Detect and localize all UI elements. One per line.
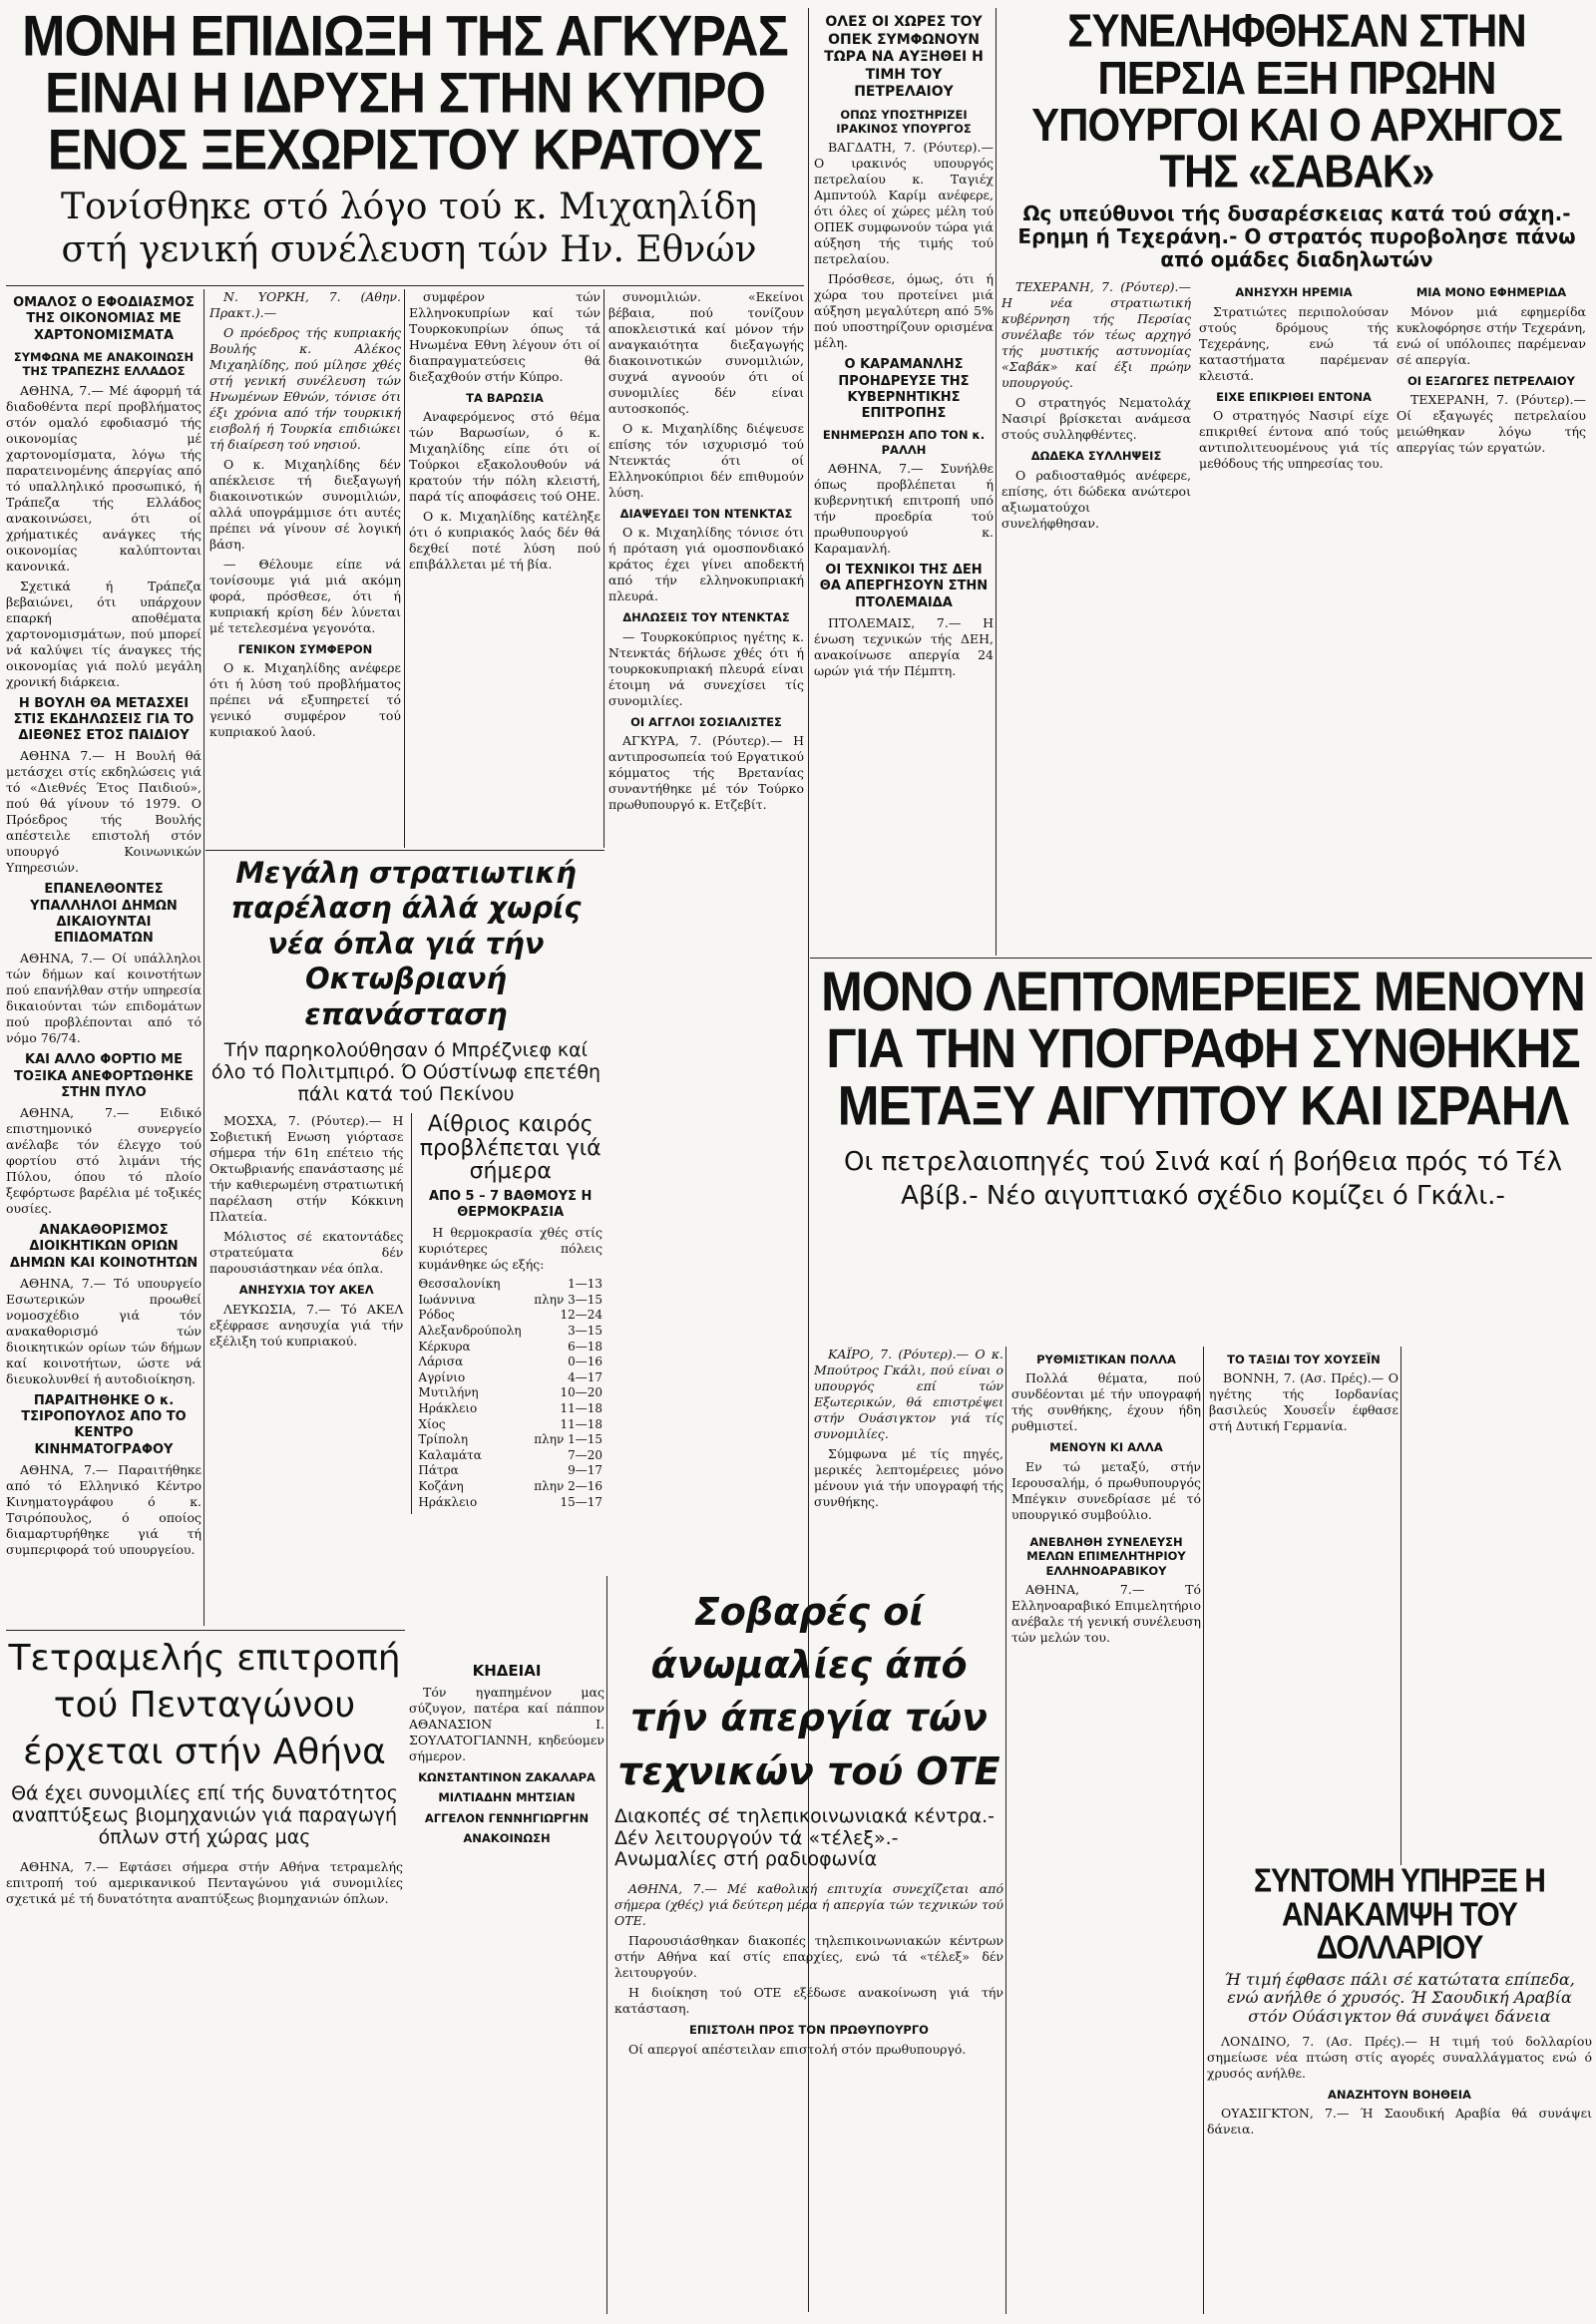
weather-row — [418, 1401, 602, 1417]
rule-egypt-top — [810, 958, 1592, 959]
col1-para-2: Σχετικά ή Τράπεζα βεβαιώνει, ότι υπάρχουν επαρκή αποθέματα χαρτονομισμάτων, πού μπορεί νά καλύψει τίς άναγκες τής οικονομίας γιά πολύ μεγάλη χρονική διάρκεια. — [6, 578, 201, 689]
kideia-heading: ΚΗΔΕΙΑΙ — [472, 1662, 542, 1680]
dollar-heading-1: ΑΝΑΖΗΤΟΥΝ ΒΟΗΘΕΙΑ — [1328, 2087, 1471, 2102]
weather-city: Καλαμάτα — [418, 1447, 482, 1462]
persia-col-2 — [1199, 279, 1389, 535]
col4-para-5: ΑΓΚΥΡΑ, 7. (Ρόυτερ).— Η αντιπροσωπεία τού Εργατικού κόμματος τής Βρετανίας συναντήθηκε μέ τόν Τούρκο πρωθυπουργό κ. Ετζεβίτ. — [608, 733, 804, 813]
egypt-para-6: ΑΘΗΝΑ, 7.— Τό Ελληνοαραβικό Επιμελητήριο ανέβαλε τή γενική συνέλευση τών μελών του. — [1011, 1581, 1201, 1645]
ote-para-3: Οί απεργοί απέστειλαν επιστολή στόν πρωθυπουργό. — [628, 2041, 967, 2057]
persia-block — [1001, 8, 1592, 956]
col1-heading-3: ΕΠΑΝΕΛΘΟΝΤΕΣ ΥΠΑΛΛΗΛΟΙ ΔΗΜΩΝ ΔΙΚΑΙΟΥΝΤΑΙ ΕΠΙΔΟΜΑΤΩΝ — [30, 882, 178, 946]
egypt-col-3 — [1209, 1347, 1398, 1865]
egypt-para-3: Πολλά θέματα, πού συνδέονται μέ τήν υπογραφή τής συνθήκης, έχουν ήδη ρυθμιστεί. — [1011, 1370, 1201, 1434]
persia-para-4: Στρατιώτες περιπολούσαν στούς δρόμους τής Τεχεράνης, ενώ τά καταστήματα παρέμεναν κλειστά. — [1199, 303, 1389, 383]
ote-heading-1: ΕΠΙΣΤΟΛΗ ΠΡΟΣ ΤΟΝ ΠΡΩΘΥΠΟΥΡΓΟ — [689, 2023, 929, 2038]
opec-heading-1b: ΕΝΗΜΕΡΩΣΗ ΑΠΟ ΤΟΝ κ. ΡΑΛΛΗ — [822, 428, 986, 457]
kideia-name-1: ΚΩΝΣΤΑΝΤΙΝΟΝ ΖΑΚΑΛΑΡΑ — [418, 1769, 596, 1784]
parade-para-1: ΜΟΣΧΑ, 7. (Ρόυτερ).— Η Σοβιετική Ενωση γιόρτασε σήμερα τήν 61η επέτειο τής Οκτωβριανής επανάστασης μέ τήν καθιερωμένη στρατιωτική παρέλαση στήν Κόκκινη Πλατεία. — [209, 1113, 404, 1225]
weather-row — [418, 1417, 602, 1433]
persia-col-3 — [1396, 279, 1586, 535]
weather-city: Τρίπολη — [418, 1432, 469, 1447]
weather-title: Αίθριος καιρός προβλέπεται γιά σήμερα — [419, 1112, 601, 1184]
persia-para-6: Μόνον μιά εφημερίδα κυκλοφόρησε στήν Τεχεράνη, ενώ οί υπόλοιπες παρέμεναν σέ απεργία. — [1396, 303, 1586, 367]
col2-para-4: Ο κ. Μιχαηλίδης ανέφερε ότι ή λύση τού προβλήματος πρέπει νά εξυπηρετεί τό γενικό συμφέρον τού κυπριακού λαού. — [209, 660, 401, 740]
dollar-para-2: ΟΥΑΣΙΓΚΤΟΝ, 7.— Ή Σαουδική Αραβία θά συνάψει δάνεια. — [1207, 2106, 1592, 2137]
col2-heading-1: ΓΕΝΙΚΟΝ ΣΥΜΦΕΡΟΝ — [237, 642, 373, 656]
col4-heading-1: ΔΙΑΨΕΥΔΕΙ ΤΟΝ ΝΤΕΝΚΤΑΣ — [619, 507, 793, 521]
egypt-col-1 — [814, 1347, 1003, 1576]
persia-col-1 — [1001, 279, 1191, 535]
ote-lead: ΑΘΗΝΑ, 7.— Μέ καθολική επιτυχία συνεχίζεται από σήμερα (χθές) γιά δεύτερη μέρα ή απεργία τών τεχνικών τού ΟΤΕ. — [614, 1881, 1003, 1929]
rule-ankara-bottom — [6, 285, 804, 286]
weather-box — [411, 1113, 602, 1514]
ankara-subheadline: Τονίσθηκε στό λόγο τού κ. Μιχαηλίδη στή γενική συνέλευση τών Ην. Εθνών — [61, 187, 757, 271]
ote-subheadline: Διακοπές σέ τηλεπικοινωνιακά κέντρα.-Δέν λειτουργούν τά «τέλεξ».- Ανωμαλίες στή ραδιοφωνία — [614, 1804, 995, 1871]
weather-row — [418, 1277, 602, 1293]
egypt-heading-3: ΜΕΝΟΥΝ ΚΙ ΑΛΛΑ — [1049, 1440, 1163, 1455]
dollar-subheadline: Ή τιμή έφθασε πάλι σέ κατώτατα επίπεδα, ενώ ανήλθε ό χρυσός. Ή Σαουδική Αραβία στόν Ούάσιγκτον θά συνάψει δάνεια — [1224, 1969, 1575, 2026]
weather-table — [418, 1277, 602, 1510]
pentagon-block — [6, 1636, 403, 2314]
col1-para-1: ΑΘΗΝΑ, 7.— Μέ άφορμή τά διαδοθέντα περί προβλήματος στόν ομαλό εφοδιασμό τής οικονομίας μέ χαρτονομίσματα, λόγω τής παρατεινομένης άπεργίας από τό υπαλληλικό προσωπικό, ή Τράπεζα τής Ελλάδος ανακοινώσει, ότι οί χρήματικές ανάγκες τής οικονομίας καλύπτονται κανονικά. — [6, 382, 201, 574]
kideia-name-2: ΜΙΛΤΙΑΔΗΝ ΜΗΤΣΙΑΝ — [438, 1790, 576, 1805]
weather-range: 11—18 — [560, 1400, 602, 1415]
weather-row — [418, 1340, 602, 1356]
rule-col2 — [404, 289, 405, 848]
column-1 — [6, 289, 201, 1626]
parade-subheadline: Τήν παρηκολούθησαν ό Μπρέζνιεφ καί όλο τό Πολιτμπιρό. Ό Ούστίνωφ επετέθη πάλι κατά τού Πεκίνου — [210, 1038, 601, 1105]
persia-para-3: Ο ραδιοσταθμός ανέφερε, επίσης, ότι δώδεκα ανώτεροι αξιωματούχοι συνελήφθησαν. — [1001, 467, 1191, 531]
col1-heading-1b: ΣΥΜΦΩΝΑ ΜΕ ΑΝΑΚΟΙΝΩΣΗ ΤΗΣ ΤΡΑΠΕΖΗΣ ΕΛΛΑΔΟΣ — [13, 349, 195, 379]
column-4 — [608, 289, 804, 1576]
egypt-heading-4: ΑΝΕΒΛΗΘΗ ΣΥΝΕΛΕΥΣΗ ΜΕΛΩΝ ΕΠΙΜΕΛΗΤΗΡΙΟΥ ΕΛΛΗΝΟΑΡΑΒΙΚΟΥ — [1026, 1534, 1186, 1578]
ote-headline: Σοβαρές οί άνωμαλίες άπό τήν άπεργία τών τεχνικών τού ΟΤΕ — [617, 1590, 1000, 1793]
pentagon-subheadline: Θά έχει συνομιλίες επί τής δυνατότητος αναπτύξεως βιομηχανιών γιά παραγωγή όπλων στή χώρας μας — [11, 1782, 398, 1849]
rule-pentagon-top — [6, 1630, 405, 1631]
rule-egypt-3 — [1400, 1347, 1401, 1865]
rule-egypt-2 — [1203, 1347, 1204, 2314]
col1-para-7: ΑΘΗΝΑ, 7.— Παραιτήθηκε από τό Ελληνικό Κέντρο Κινηματογράφου ό κ. Τσιρόπουλος, ό οποίος διαμαρτυρήθηκε γιά τή συμπεριφορά τού υπουργείου. — [6, 1461, 201, 1557]
weather-range: 15—17 — [560, 1494, 602, 1509]
egypt-headline: ΜΟΝΟ ΛΕΠΤΟΜΕΡΕΙΕΣ ΜΕΝΟΥΝ ΓΙΑ ΤΗΝ ΥΠΟΓΡΑΦΗ ΣΥΝΘΗΚΗΣ ΜΕΤΑΞΥ ΑΙΓΥΠΤΟΥ ΚΑΙ ΙΣΡΑΗΛ — [821, 964, 1585, 1137]
weather-city: Χίος — [418, 1416, 446, 1431]
col4-heading-2: ΔΗΛΩΣΕΙΣ ΤΟΥ ΝΤΕΝΚΤΑΣ — [622, 610, 790, 625]
weather-row — [418, 1448, 602, 1464]
weather-row — [418, 1370, 602, 1386]
col1-heading-6: ΠΑΡΑΙΤΗΘΗΚΕ Ο κ. ΤΣΙΡΟΠΟΥΛΟΣ ΑΠΟ ΤΟ ΚΕΝΤΡΟ ΚΙΝΗΜΑΤΟΓΡΑΦΟΥ — [21, 1392, 187, 1457]
col3-para-3: Ο κ. Μιχαηλίδης κατέληξε ότι ό κυπριακός λαός δέν θά δεχθεί ποτέ λύση πού επιβάλλεται μέ τή βία. — [409, 509, 600, 573]
ote-block — [614, 1586, 1003, 2314]
opec-para-1: ΒΑΓΔΑΤΗ, 7. (Ρόυτερ).— Ο ιρακινός υπουργός πετρελαίου κ. Ταγιέχ Αμπντούλ Καρίμ ανέφερε, ότι όλες οί χώρες μέλη τού ΟΠΕΚ συμφωνούν τώρα γιά αύξηση τής τιμής τού πετρελαίου. — [814, 140, 994, 267]
rule-parade-top — [205, 850, 604, 851]
col4-heading-3: ΟΙ ΑΓΓΛΟΙ ΣΟΣΙΑΛΙΣΤΕΣ — [630, 714, 782, 729]
column-3 — [409, 289, 600, 848]
weather-row — [418, 1463, 602, 1479]
opec-para-2: Πρόσθεσε, όμως, ότι ή χώρα του προτείνει μιά αύξηση μεγαλύτερη από 5% πού υποστηρίζουν ορισμένα μέλη. — [814, 271, 994, 351]
persia-para-2: Ο στρατηγός Νεματολάχ Νασιρί βρίσκεται ανάμεσα στούς συλληφθέντες. — [1001, 395, 1191, 443]
col1-heading-4: ΚΑΙ ΑΛΛΟ ΦΟΡΤΙΟ ΜΕ ΤΟΞΙΚΑ ΑΝΕΦΟΡΤΩΘΗΚΕ ΣΤΗΝ ΠΥΛΟ — [14, 1052, 194, 1100]
weather-row — [418, 1355, 602, 1370]
dollar-block — [1207, 1865, 1592, 2314]
col4-para-3: Ο κ. Μιχαηλίδης τόνισε ότι ή πρόταση γιά ομοσπονδιακό κράτος έχει γίνει αποδεκτή από τήν ελληνοκυπριακή πλευρά. — [608, 525, 804, 604]
rule-egypt-1 — [1005, 1347, 1006, 2314]
weather-city: Ρόδος — [418, 1308, 455, 1323]
weather-city: Μυτιλήνη — [418, 1385, 479, 1400]
ote-para-2: Η διοίκηση τού ΟΤΕ εξέδωσε ανακοίνωση γιά τήν κατάσταση. — [614, 1985, 1003, 2017]
opec-headline: ΟΛΕΣ ΟΙ ΧΩΡΕΣ ΤΟΥ ΟΠΕΚ ΣΥΜΦΩΝΟΥΝ ΤΩΡΑ ΝΑ ΑΥΞΗΘΕΙ Η ΤΙΜΗ ΤΟΥ ΠΕΤΡΕΛΑΙΟΥ — [824, 14, 984, 100]
col1-para-4: ΑΘΗΝΑ, 7.— Οί υπάλληλοι τών δήμων καί κοινοτήτων πού επανήλθαν στήν υπηρεσία δικαιούνται τών επιδομάτων πού προβλέπονται από τό νόμο 76/74. — [6, 951, 201, 1046]
weather-range: πλην 2—16 — [534, 1478, 602, 1493]
col4-para-2: Ο κ. Μιχαηλίδης διέψευσε επίσης τόν ισχυρισμό τού Ντενκτάς ότι οί Ελληνοκύπριοι δέν επιθυμούν λύση. — [608, 421, 804, 500]
persia-para-7: ΤΕΧΕΡΑΝΗ, 7. (Ρόυτερ).— Οί εξαγωγές πετρελαίου μειώθηκαν λόγω τής απεργίας τών εργατών. — [1396, 392, 1586, 456]
pentagon-headline: Τετραμελής επιτροπή τού Πενταγώνου έρχεται στήν Αθήνα — [8, 1638, 401, 1772]
dollar-headline: ΣΥΝΤΟΜΗ ΥΠΗΡΞΕ Η ΑΝΑΚΑΜΨΗ ΤΟΥ ΔΟΛΛΑΡΙΟΥ — [1254, 1865, 1545, 1967]
weather-intro: Η θερμοκρασία χθές στίς κυριότερες πόλεις κυμάνθηκε ώς εξής: — [418, 1225, 602, 1273]
weather-sub: ΑΠΟ 5 – 7 ΒΑΘΜΟΥΣ Η ΘΕΡΜΟΚΡΑΣΙΑ — [429, 1188, 593, 1220]
weather-row — [418, 1432, 602, 1448]
weather-range: 7—20 — [568, 1447, 602, 1462]
dollar-para-1: ΛΟΝΔΙΝΟ, 7. (Ασ. Πρές).— Η τιμή τού δολλαρίου σημείωσε νέα πτώση στίς αγορές συναλλάγματος ενώ ό χρυσός ανήλθε. — [1207, 2033, 1592, 2081]
persia-para-5: Ο στρατηγός Νασιρί είχε επικριθεί έντονα από τούς αντιπολιτευομένους γιά τίς μεθόδους τής υπηρεσίας του. — [1199, 408, 1389, 472]
weather-range: πλην 3—15 — [534, 1292, 602, 1307]
pentagon-para-1: ΑΘΗΝΑ, 7.— Εφτάσει σήμερα στήν Αθήνα τετραμελής επιτροπή τού αμερικανικού Πενταγώνου γιά συνομιλίες σχετικά μέ τή δυνατότητα αναπτύξεως βιομηχανιών όπλων. — [6, 1858, 403, 1906]
kideia-block — [409, 1656, 604, 2314]
weather-range: 1—13 — [568, 1277, 602, 1292]
ankara-subheadline-block — [40, 186, 778, 285]
weather-range: 0—16 — [568, 1355, 602, 1369]
egypt-para-4: ΒΟΝΝΗ, 7. (Ασ. Πρές).— Ο ηγέτης τής Ιορδανίας βασιλεύς Χουσεΐν έφθασε στή Δυτική Γερμανία. — [1209, 1370, 1398, 1434]
weather-range: 10—20 — [560, 1385, 602, 1400]
col1-para-5: ΑΘΗΝΑ, 7.— Ειδικό επιστημονικό συνεργείο ανέλαβε τόν έλεγχο τού φορτίου στό λιμάνι τής Πύλου, όπου τό πλοίο ξεφόρτωσε βαρέλια μέ τοξικές ουσίες. — [6, 1105, 201, 1216]
col2-para-3: — Θέλουμε είπε νά τονίσουμε γιά μιά ακόμη φορά, πρόσθεσε, ότι ή κυπριακή κρίση δέν λύνεται μέ τετελεσμένα γεγονότα. — [209, 557, 401, 635]
weather-city: Αγρίνιο — [418, 1369, 466, 1384]
egypt-block — [814, 964, 1592, 1343]
weather-row — [418, 1324, 602, 1340]
parade-text-col — [209, 1113, 403, 1514]
col3-para-1: συμφέρον τών Ελληνοκυπρίων καί τών Τουρκοκυπρίων όπως τά Ηνωμένα Εθνη λέγουν ότι οί διαπραγματεύσεις θά διεξαχθούν στήν Κύπρο. — [409, 289, 600, 384]
col1-heading-5: ΑΝΑΚΑΘΟΡΙΣΜΟΣ ΔΙΟΙΚΗΤΙΚΩΝ ΟΡΙΩΝ ΔΗΜΩΝ ΚΑΙ ΚΟΙΝΟΤΗΤΩΝ — [9, 1223, 199, 1271]
rule-col1 — [203, 289, 204, 1626]
persia-heading-3: ΕΙΧΕ ΕΠΙΚΡΙΘΕΙ ΕΝΤΟΝΑ — [1216, 389, 1372, 404]
egypt-col-2 — [1011, 1347, 1201, 2314]
weather-range: 12—24 — [560, 1308, 602, 1323]
col4-para-4: — Τουρκοκύπριος ηγέτης κ. Ντενκτάς δήλωσε χθές ότι ή τουρκοκυπριακή πλευρά είναι έτοιμη νά συνεχίσει τίς συνομιλίες. — [608, 628, 804, 708]
parade-block — [209, 856, 602, 1654]
opec-subheadline: ΟΠΩΣ ΥΠΟΣΤΗΡΙΖΕΙ ΙΡΑΚΙΝΟΣ ΥΠΟΥΡΓΟΣ — [836, 107, 972, 136]
persia-para-1: ΤΕΧΕΡΑΝΗ, 7. (Ρόυτερ).— Η νέα στρατιωτική κυβέρνηση τής Περσίας συνέλαβε τόν τέως αρχηγό τής μυστικής αστυνομίας «Σαβάκ» καί έξι πρώην υπουργούς. — [1001, 279, 1191, 391]
weather-city: Ηράκλειο — [418, 1494, 478, 1509]
column-2 — [209, 289, 401, 848]
egypt-subheadline: Οι πετρελαιοπηγές τού Σινά καί ή βοήθεια πρός τό Τέλ Αβίβ.- Νέο αιγυπτιακό σχέδιο κομίζει ό Γκάλι.- — [844, 1147, 1562, 1211]
ote-para-1: Παρουσιάσθηκαν διακοπές τηλεπικοινωνιακών κέντρων στήν Αθήνα καί στίς επαρχίες, ενώ τά «τέλεξ» δέν λειτουργούν. — [614, 1933, 1003, 1981]
weather-range: πλην 1—15 — [534, 1432, 602, 1447]
persia-heading-2: ΑΝΗΣΥΧΗ ΗΡΕΜΙΑ — [1235, 285, 1353, 300]
col3-heading-1: ΤΑ ΒΑΡΩΣΙΑ — [466, 391, 544, 405]
rule-col3 — [603, 289, 604, 848]
col4-para-1: συνομιλιών. «Εκείνοι βέβαια, πού τονίζουν αποκλειστικά καί μόνον τήν αναγκαιότητα διεξαγωγής διακοινοτικών συνομιλιών, συχνά αγνοούν ότι οί συνομιλίες δέν είναι αυτοσκοπός. — [608, 289, 804, 416]
ankara-headline-block — [6, 8, 804, 180]
weather-city: Κοζάνη — [418, 1478, 464, 1493]
col1-heading-2: Η ΒΟΥΛΗ ΘΑ ΜΕΤΑΣΧΕΙ ΣΤΙΣ ΕΚΔΗΛΩΣΕΙΣ ΓΙΑ ΤΟ ΔΙΕΘΝΕΣ ΕΤΟΣ ΠΑΙΔΙΟΥ — [13, 695, 195, 743]
parade-para-3: ΛΕΥΚΩΣΙΑ, 7.— Τό ΑΚΕΛ εξέφρασε ανησυχία γιά τήν εξέλιξη τού κυπριακού. — [209, 1301, 404, 1349]
col1-para-6: ΑΘΗΝΑ, 7.— Τό υπουργείο Εσωτερικών προωθεί νομοσχέδιο γιά τόν ανακαθορισμό τών διοικητικών ορίων τών δήμων καί κοινοτήτων, ώστε νά διευκολυνθεί ή αυτοδιοίκηση. — [6, 1275, 201, 1386]
weather-range: 4—17 — [568, 1369, 602, 1384]
egypt-para-1: ΚΑΪΡΟ, 7. (Ρόυτερ).— Ο κ. Μπούτρος Γκάλι, πού είναι ο υπουργός επί τών Εξωτερικών, θά επιστρέψει στήν Ουάσιγκτον γιά τίς συνομιλίες. — [814, 1347, 1003, 1441]
weather-row — [418, 1385, 602, 1401]
weather-range: 9—17 — [568, 1463, 602, 1478]
persia-heading-1: ΔΩΔΕΚΑ ΣΥΛΛΗΨΕΙΣ — [1030, 449, 1162, 464]
egypt-heading-1: ΡΥΘΜΙΣΤΙΚΑΝ ΠΟΛΛΑ — [1036, 1353, 1176, 1366]
egypt-para-2: Σύμφωνα μέ τίς πηγές, μερικές λεπτομέρειες μόνο μένουν γιά τήν υπογραφή τής συνθήκης. — [814, 1446, 1003, 1509]
opec-block — [814, 8, 994, 956]
weather-city: Αλεξανδρούπολη — [418, 1323, 522, 1338]
weather-city: Ηράκλειο — [418, 1400, 478, 1415]
weather-range: 3—15 — [568, 1323, 602, 1338]
weather-row — [418, 1495, 602, 1511]
kideia-name-3: ΑΓΓΕΛΟΝ ΓΕΝΝΗΓΙΩΡΓΗΝ — [424, 1810, 590, 1825]
egypt-para-5: Εν τώ μεταξύ, στήν Ιερουσαλήμ, ό πρωθυπουργός Μπέγκιν συνεδρίασε μέ τό υπουργικό συμβούλιο. — [1011, 1458, 1201, 1522]
parade-heading-1: ΑΝΗΣΥΧΙΑ ΤΟΥ ΑΚΕΛ — [238, 1283, 374, 1298]
persia-heading-4: ΜΙΑ ΜΟΝΟ ΕΦΗΜΕΡΙΔΑ — [1415, 285, 1567, 300]
weather-city: Πάτρα — [418, 1463, 459, 1478]
weather-city: Κέρκυρα — [418, 1339, 471, 1354]
weather-city: Θεσσαλονίκη — [418, 1277, 501, 1292]
col2-para-1: Ο πρόεδρος τής κυπριακής Βουλής κ. Αλέκος Μιχαηλίδης, πού μίλησε χθές στή γενική συνέλευση τών Ηνωμένων Εθνών, τόνισε ότι έξι χρόνια από τήν τουρκική εισβολή ή Τουρκία επιδιώκει τή διαίρεση τού νησιού. — [209, 325, 401, 452]
opec-para-3: ΑΘΗΝΑ, 7.— Συνήλθε όπως προβλέπεται ή κυβερνητική επιτροπή υπό τήν προεδρία τού πρωθυπουργού κ. Καραμανλή. — [814, 461, 994, 556]
weather-range: 6—18 — [568, 1339, 602, 1354]
weather-range: 11—18 — [560, 1416, 602, 1431]
parade-para-2: Μόλιστος σέ εκατοντάδες στρατεύματα δέν παρουσιάστηκαν νέα όπλα. — [209, 1229, 404, 1277]
col2-byline: Ν. ΥΟΡΚΗ, 7. (Αθην. Πρακτ.).— — [209, 289, 401, 320]
persia-headline: ΣΥΝΕΛΗΦΘΗΣΑΝ ΣΤΗΝ ΠΕΡΣΙΑ ΕΞΗ ΠΡΩΗΝ ΥΠΟΥΡΓΟΙ ΚΑΙ Ο ΑΡΧΗΓΟΣ ΤΗΣ «ΣΑΒΑΚ» — [1031, 8, 1562, 197]
opec-para-4: ΠΤΟΛΕΜΑΙΣ, 7.— Η ένωση τεχνικών τής ΔΕΗ, ανακοίνωσε απεργία 24 ωρών γιά τήν Πέμπτη. — [814, 614, 994, 678]
rule-col4-lower — [606, 1576, 607, 2314]
ankara-headline: ΜΟΝΗ ΕΠΙΔΙΩΞΗ ΤΗΣ ΑΓΚΥΡΑΣ ΕΙΝΑΙ Η ΙΔΡΥΣΗ ΣΤΗΝ ΚΥΠΡΟ ΕΝΟΣ ΞΕΧΩΡΙΣΤΟΥ ΚΡΑΤΟΥΣ — [22, 8, 788, 180]
egypt-heading-2: ΤΟ ΤΑΞΙΔΙ ΤΟΥ ΧΟΥΣΕΪΝ — [1227, 1353, 1381, 1366]
parade-headline: Μεγάλη στρατιωτική παρέλαση άλλά χωρίς νέα όπλα γιά τήν Οκτωβριανή επανάσταση — [230, 856, 582, 1031]
col2-para-2: Ο κ. Μιχαηλίδης δέν απέκλεισε τή διεξαγωγή διακοινοτικών συνομιλιών, αλλά υπογράμμισε ότι αυτές πρέπει νά γίνουν σέ λογική βάση. — [209, 457, 401, 552]
persia-subheadline: Ως υπεύθυνοι τής δυσαρέσκειας κατά τού σάχη.- Ερημη ή Τεχεράνη.- Ο στρατός πυροβολησε πάνω από ομάδες διαδηλωτών — [1017, 201, 1576, 272]
persia-heading-5: ΟΙ ΕΞΑΓΩΓΕΣ ΠΕΤΡΕΛΑΙΟΥ — [1406, 373, 1576, 388]
rule-opec — [996, 8, 997, 956]
col1-heading-1: ΟΜΑΛΟΣ Ο ΕΦΟΔΙΑΣΜΟΣ ΤΗΣ ΟΙΚΟΝΟΜΙΑΣ ΜΕ ΧΑΡΤΟΝΟΜΙΣΜΑΤΑ — [13, 295, 195, 343]
weather-city: Λάρισα — [418, 1355, 464, 1369]
opec-heading-1: Ο ΚΑΡΑΜΑΝΛΗΣ ΠΡΟΗΔΡΕΥΣΕ ΤΗΣ ΚΥΒΕΡΝΗΤΙΚΗΣ ΕΠΙΤΡΟΠΗΣ — [838, 357, 970, 421]
weather-row — [418, 1293, 602, 1309]
col3-para-2: Αναφερόμενος στό θέμα τών Βαρωσίων, ό κ. Μιχαηλίδης είπε ότι οί Τούρκοι εξακολουθούν νά κρατούν τήν πόλη κλειστή, παρά τίς αποφάσεις τού ΟΗΕ. — [409, 409, 600, 505]
weather-city: Ιωάννινα — [418, 1292, 476, 1307]
opec-heading-2: ΟΙ ΤΕΧΝΙΚΟΙ ΤΗΣ ΔΕΗ ΘΑ ΑΠΕΡΓΗΣΟΥΝ ΣΤΗΝ ΠΤΟΛΕΜΑΙΔΑ — [819, 563, 989, 610]
kideia-para-1: Τόν ηγαπημένον μας σύζυγον, πατέρα καί πάππον ΑΘΑΝΑΣΙΟΝ Ι. ΣΟΥΛΑΤΟΓΙΑΝΝΗ, κηδεύομεν σήμερον. — [409, 1684, 604, 1763]
col1-para-3: ΑΘΗΝΑ 7.— Η Βουλή θά μετάσχει στίς εκδηλώσεις γιά τό «Διεθνές Έτος Παιδιού», πού θά γίνουν τό 1979. Ο Πρόεδρος τής Βουλής απέστειλε επιστολή στόν υπουργό Κοινωνικών Υπηρεσιών. — [6, 748, 201, 876]
weather-row — [418, 1479, 602, 1495]
kideia-heading-2: ΑΝΑΚΟΙΝΩΣΗ — [463, 1830, 551, 1845]
weather-row — [418, 1308, 602, 1324]
